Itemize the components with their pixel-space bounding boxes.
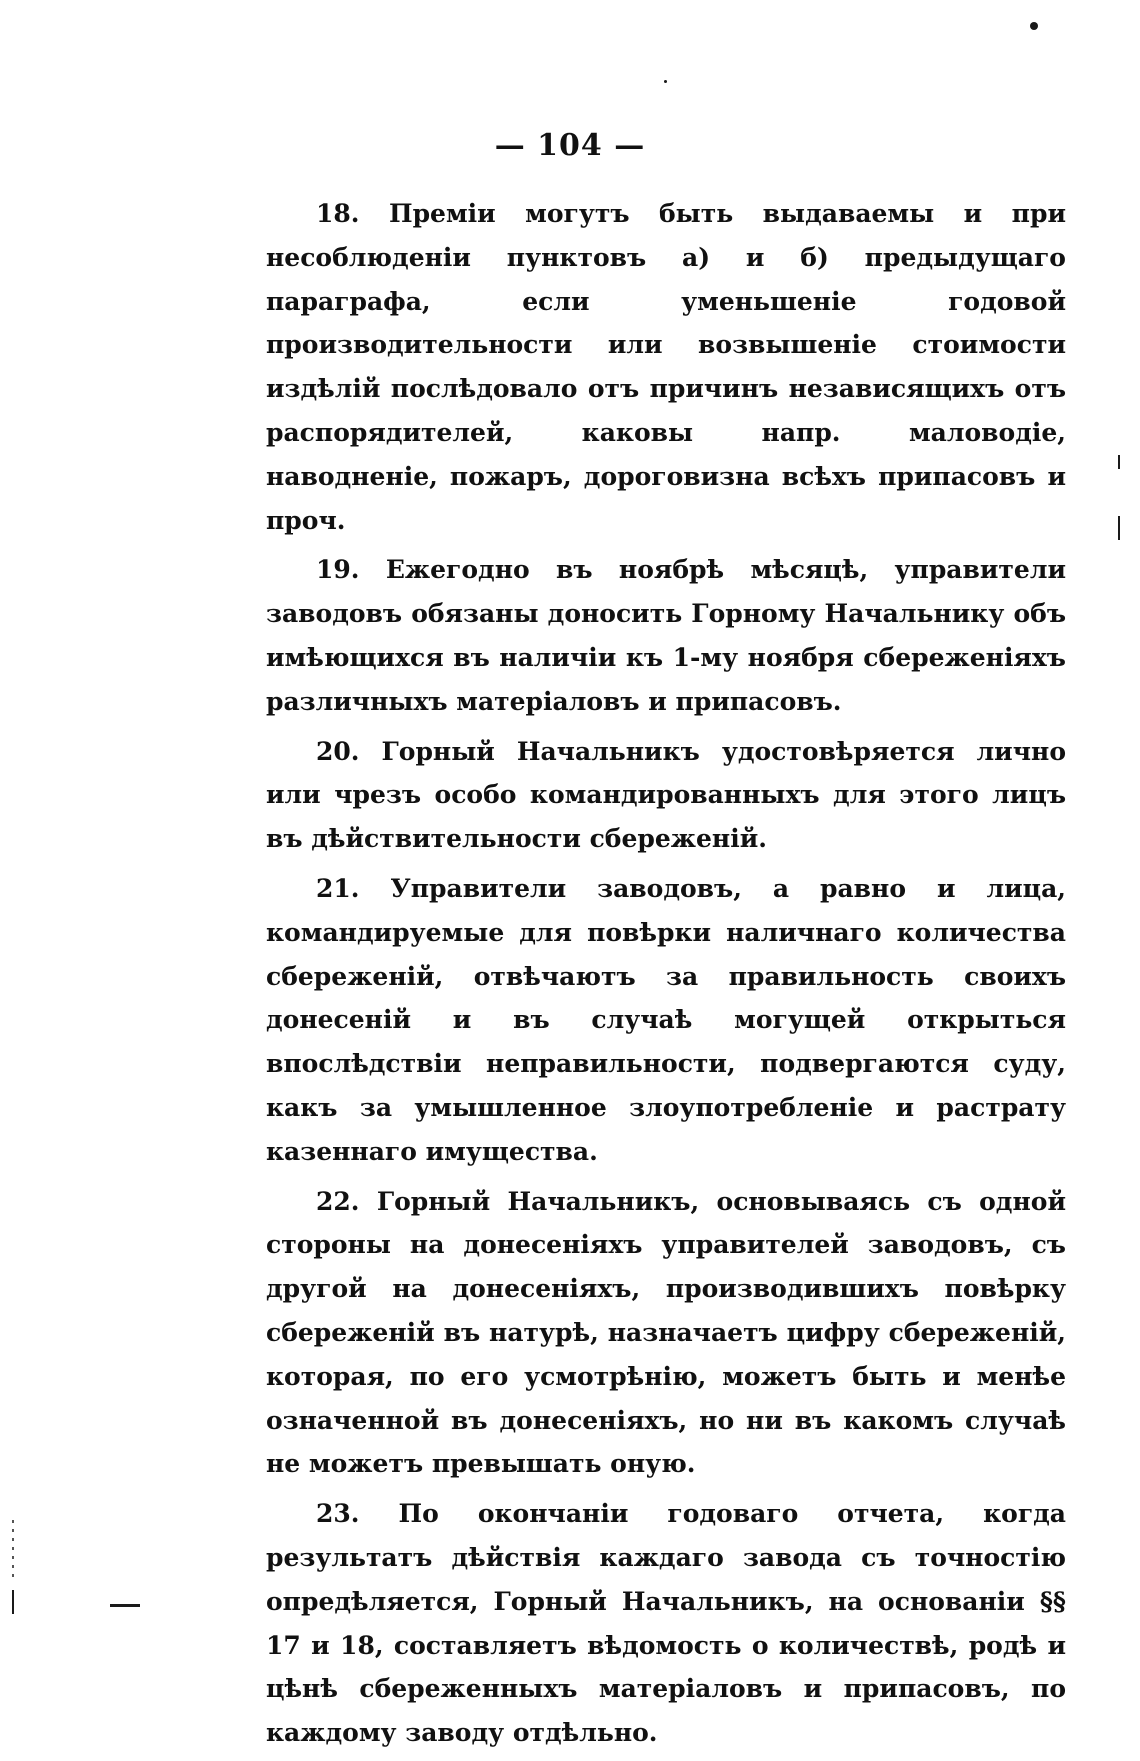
scan-mark xyxy=(12,1520,14,1580)
scan-speck xyxy=(664,80,667,83)
scan-mark xyxy=(1118,516,1120,540)
scan-mark xyxy=(12,1590,14,1614)
paragraph-21: 21. Управители заводовъ, а равно и лица, командируемые для повѣрки наличнаго количества сбереженій, отвѣчаютъ за правильность своихъ донесеній и въ случаѣ могущей открыться впослѣдствіи неправильности, подвергаются суду, какъ за умышленное злоупотребленіе и растрату казеннаго имущества. xyxy=(266,873,1066,1166)
scan-mark xyxy=(110,1604,140,1607)
scan-speck xyxy=(1030,22,1038,30)
page-number: — 104 — xyxy=(494,128,646,163)
scan-mark xyxy=(1118,455,1120,469)
paragraph-18: 18. Преміи могутъ быть выдаваемы и при несоблюденіи пунктовъ а) и б) предыдущаго параграфа, если уменьшеніе годовой производительности или возвышеніе стоимости издѣлій послѣдовало отъ причинъ независящихъ отъ распорядителей, каковы напр. маловодіе, наводненіе, пожаръ, дороговизна всѣхъ припасовъ и проч. xyxy=(266,199,1066,535)
paragraph-23: 23. По окончаніи годоваго отчета, когда результатъ дѣйствія каждаго завода съ точностію опредѣляется, Горный Начальникъ, на основаніи §§ 17 и 18, составляетъ вѣдомость о количествѣ, родѣ и цѣнѣ сбереженныхъ матеріаловъ и припасовъ, по каждому заводу отдѣльно. xyxy=(266,1499,1066,1748)
document-body xyxy=(266,192,1066,1761)
paragraph-20: 20. Горный Начальникъ удостовѣряется лично или чрезъ особо командированныхъ для этого лицъ въ дѣйствительности сбереженій. xyxy=(266,736,1066,854)
paragraph-22: 22. Горный Начальникъ, основываясь съ одной стороны на донесеніяхъ управителей заводовъ, съ другой на донесеніяхъ, производившихъ повѣрку сбереженій въ натурѣ, назначаетъ цифру сбереженій, которая, по его усмотрѣнію, можетъ быть и менѣе означенной въ донесеніяхъ, но ни въ какомъ случаѣ не можетъ превышать оную. xyxy=(266,1186,1066,1479)
paragraph-19: 19. Ежегодно въ ноябрѣ мѣсяцѣ, управители заводовъ обязаны доносить Горному Начальнику объ имѣющихся въ наличіи къ 1-му ноября сбереженіяхъ различныхъ матеріаловъ и припасовъ. xyxy=(266,555,1066,716)
